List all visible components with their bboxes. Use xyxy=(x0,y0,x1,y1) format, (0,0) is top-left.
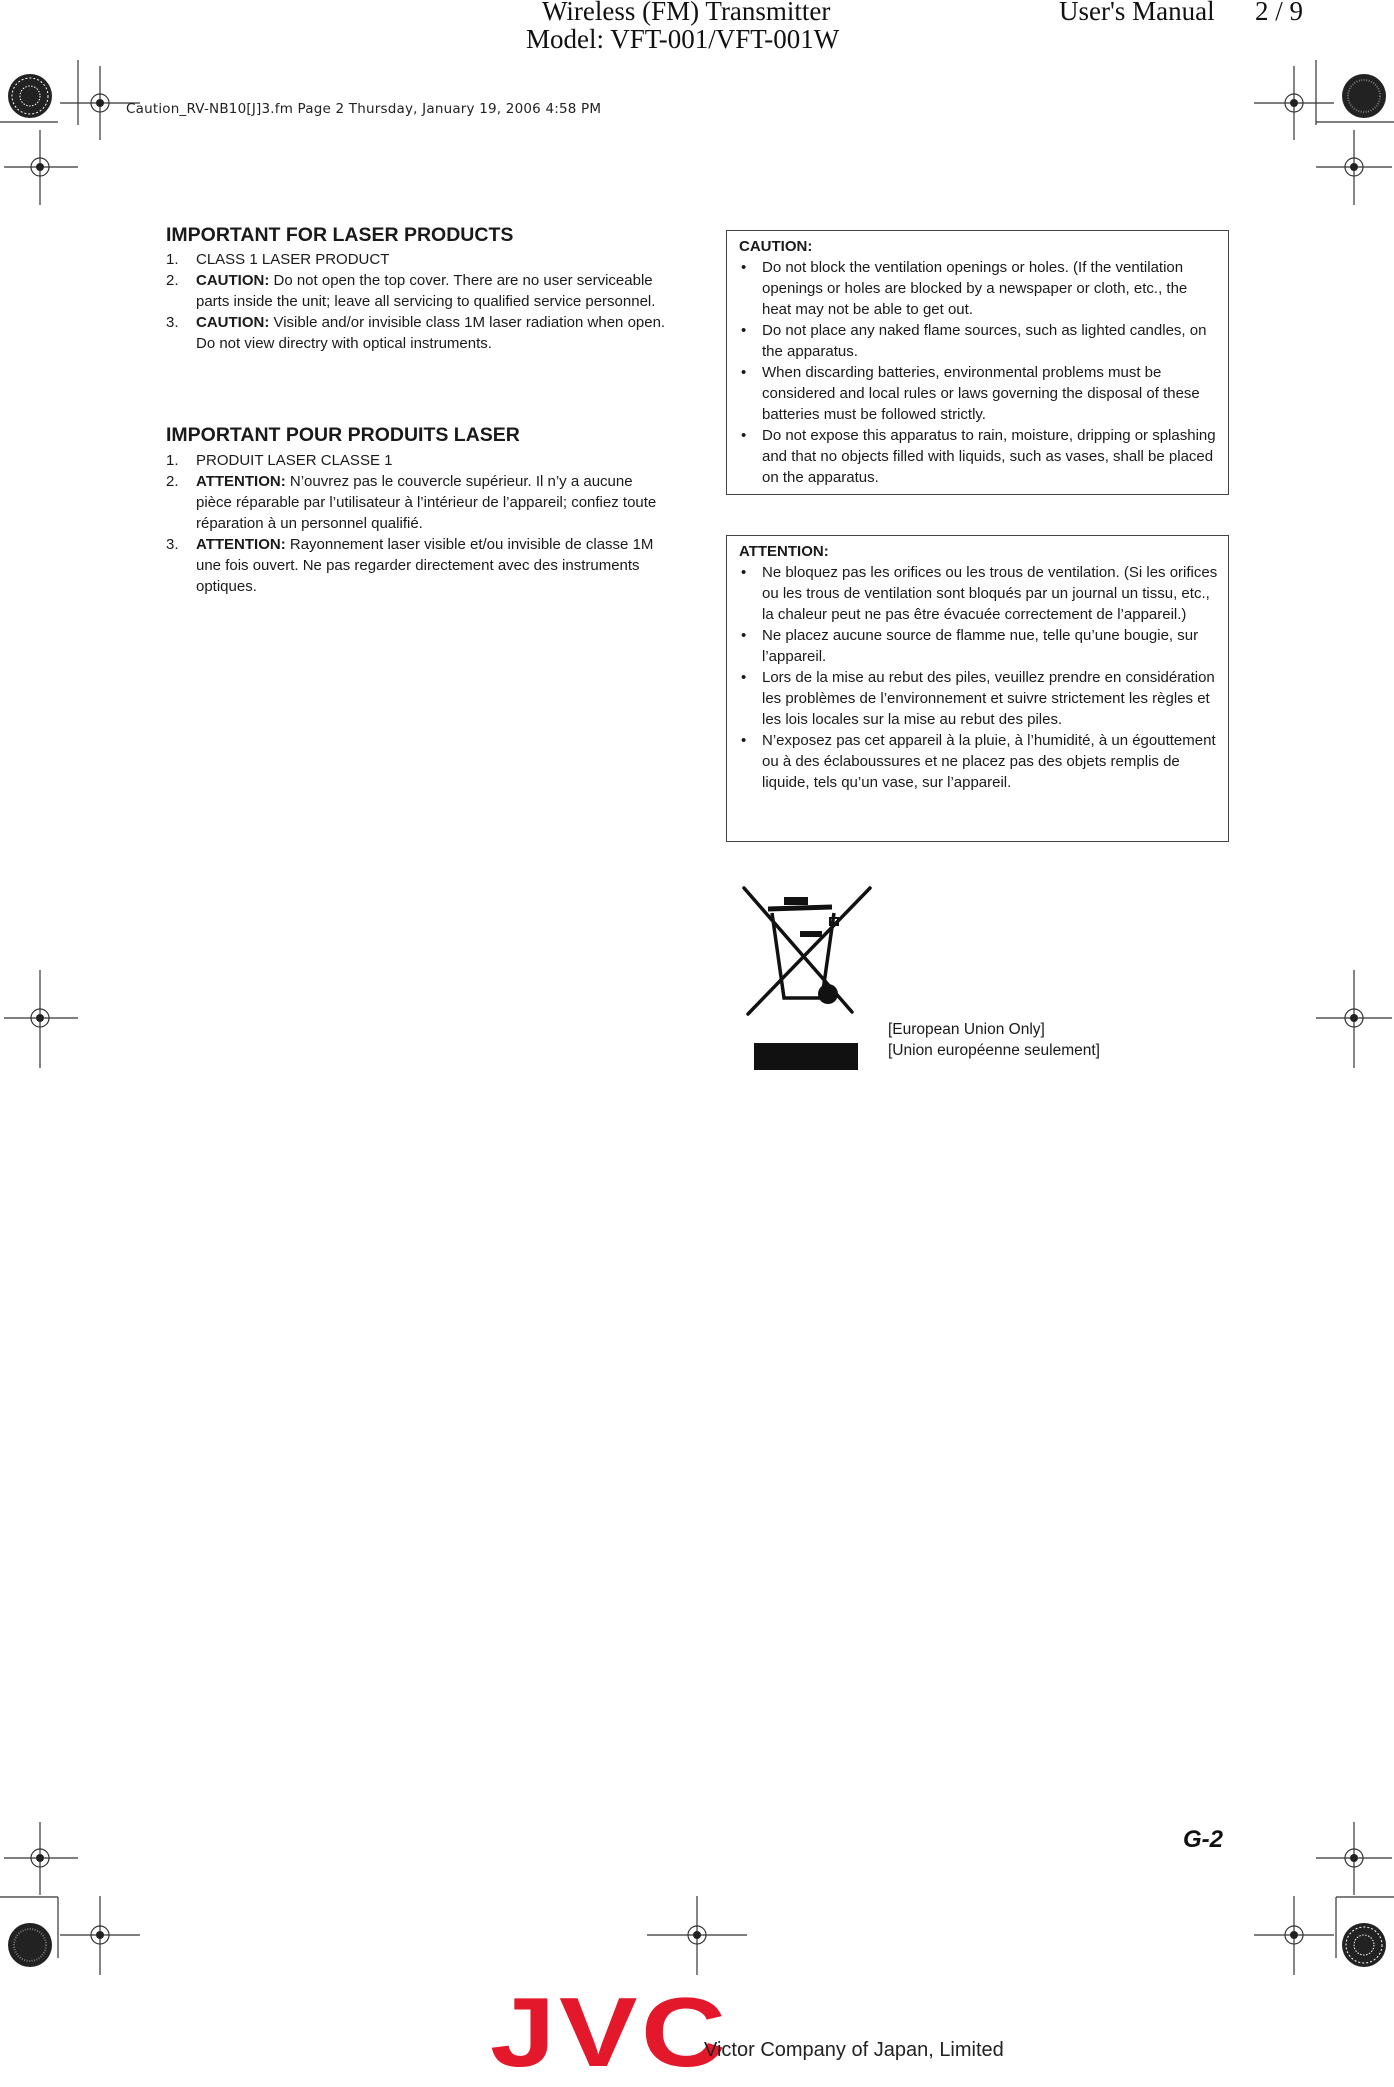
list-item: • When discarding batteries, environmental problems must be considered and local rules or laws governing the disposal of these batteries must be followed strictly. xyxy=(741,364,1200,423)
list-item: 1. PRODUIT LASER CLASSE 1 xyxy=(166,452,393,469)
list-item: 2. CAUTION: Do not open the top cover. There are no user serviceable parts inside the unit; leave all servicing to qualified service personnel. xyxy=(166,272,656,310)
laser-fr-list xyxy=(166,450,670,597)
list-item: • Do not expose this apparatus to rain, moisture, dripping or splashing and that no objects filled with liquids, such as vases, shall be placed on the apparatus. xyxy=(741,427,1216,486)
list-item: • Ne bloquez pas les orifices ou les trous de ventilation. (Si les orifices ou les trous de ventilation sont bloqués par un journal un tissu, etc., la chaleur peut ne pas être évacuée correctement de l’appareil.) xyxy=(741,564,1218,623)
attention-box xyxy=(726,535,1229,842)
laser-fr-title: IMPORTANT POUR PRODUITS LASER xyxy=(166,424,520,446)
list-item: 2. ATTENTION: N’ouvrez pas le couvercle supérieur. Il n’y a aucune pièce réparable par l’utilisateur à l’intérieur de l’appareil; confiez toute réparation à un personnel qualifié. xyxy=(166,473,657,532)
list-item: • N’exposez pas cet appareil à la pluie, à l’humidité, à un égouttement ou à des éclaboussures et ne placez pas des objets remplis de liquide, tels qu’un vase, sur l’appareil. xyxy=(741,732,1216,791)
jvc-logo: JVC xyxy=(490,1977,730,2087)
weee-bin-icon xyxy=(738,880,878,1070)
company-name: Victor Company of Japan, Limited xyxy=(704,2039,1004,2061)
file-info: Caution_RV-NB10[J]3.fm Page 2 Thursday, January 19, 2006 4:58 PM xyxy=(126,101,602,117)
model-line: Model: VFT-001/VFT-001W xyxy=(526,24,840,54)
list-item: 3. CAUTION: Visible and/or invisible class 1M laser radiation when open. Do not view directry with optical instruments. xyxy=(166,314,666,352)
document-title: Wireless (FM) Transmitter xyxy=(542,0,831,26)
caution-box xyxy=(726,230,1229,495)
eu-only-label-fr: [Union européenne seulement] xyxy=(888,1042,1100,1059)
list-item: 3. ATTENTION: Rayonnement laser visible et/ou invisible de classe 1M une fois ouvert. Ne pas regarder directement avec des instruments optiques. xyxy=(166,536,654,595)
list-item: • Do not place any naked flame sources, such as lighted candles, on the apparatus. xyxy=(741,322,1207,360)
list-item: 1. CLASS 1 LASER PRODUCT xyxy=(166,251,390,268)
laser-en-title: IMPORTANT FOR LASER PRODUCTS xyxy=(166,224,514,246)
list-item: • Lors de la mise au rebut des piles, veuillez prendre en considération les problèmes de l’environnement et suivre strictement les règles et les lois locales sur la mise au rebut des piles. xyxy=(741,669,1215,728)
page-number: G-2 xyxy=(1183,1826,1224,1853)
caution-title: CAUTION: xyxy=(739,238,813,255)
list-item: • Do not block the ventilation openings or holes. (If the ventilation openings or holes are blocked by a newspaper or cloth, etc., the heat may not be able to get out. xyxy=(741,259,1188,318)
list-item: • Ne placez aucune source de flamme nue, telle qu’une bougie, sur l’appareil. xyxy=(741,627,1199,665)
manual-label: User's Manual xyxy=(1059,0,1215,26)
page-counter: 2 / 9 xyxy=(1255,0,1304,26)
eu-only-label: [European Union Only] xyxy=(888,1021,1045,1038)
attention-title: ATTENTION: xyxy=(739,543,829,560)
laser-en-list xyxy=(166,249,670,354)
